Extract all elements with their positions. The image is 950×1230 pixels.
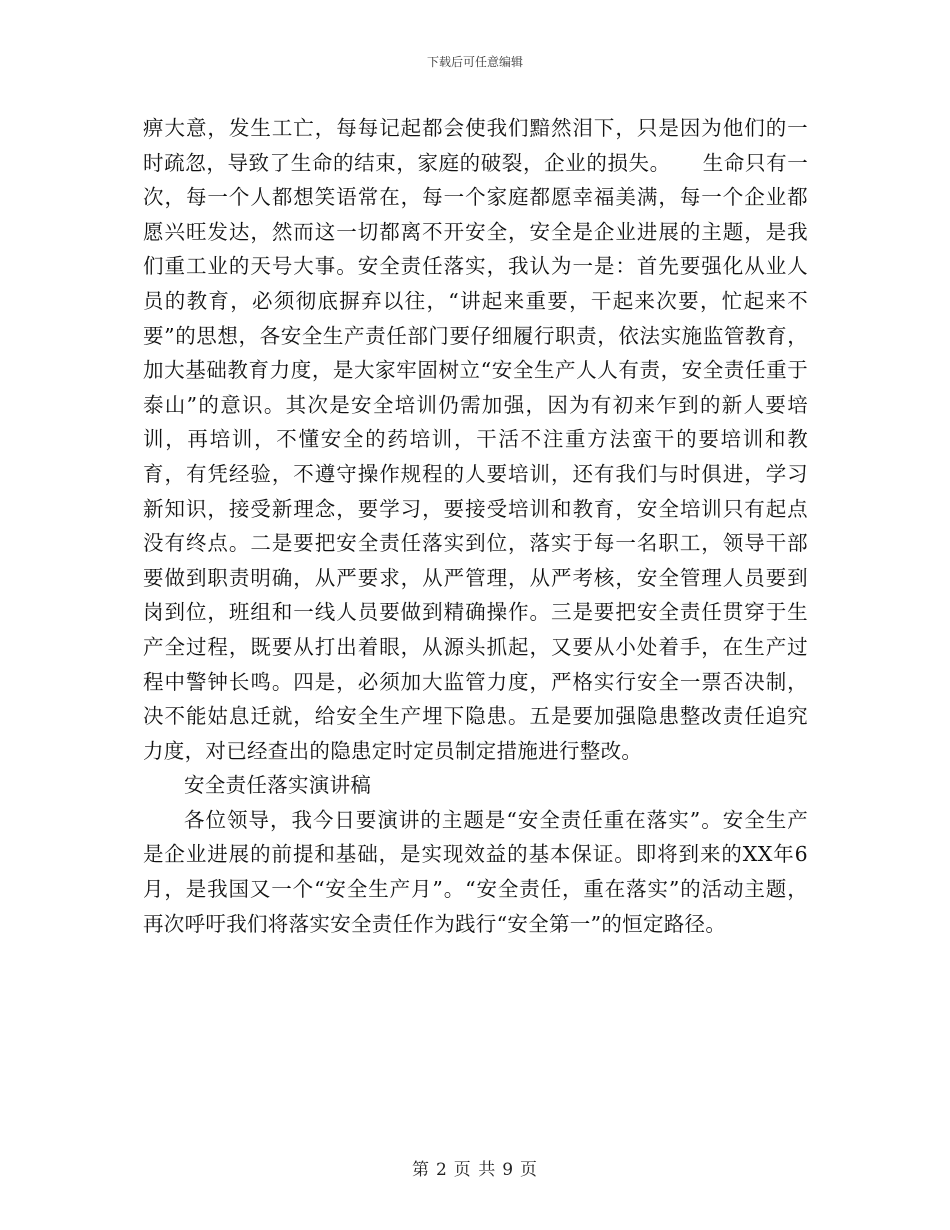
document-body [143, 111, 808, 941]
footer-prefix: 第 [411, 1160, 430, 1180]
paragraph-speech-opening: 各位领导，我今日要演讲的主题是“安全责任重在落实”。安全生产是企业进展的前提和基础，是实现效益的基本保证。即将到来的XX年6月，是我国又一个“安全生产月”。“安全责任，重在落实”的活动主题，再次呼吁我们将落实安全责任作为践行“安全第一”的恒定路径。 [143, 807, 808, 936]
total-pages: 9 [502, 1160, 515, 1180]
paragraph-safety-responsibility: 痹大意，发生工亡，每每记起都会使我们黯然泪下，只是因为他们的一时疏忽，导致了生命的结束，家庭的破裂，企业的损失。 生命只有一次，每一个人都想笑语常在，每一个家庭都愿幸福美满，每一个企业都愿兴旺发达，然而这一切都离不开安全，安全是企业进展的主题，是我们重工业的天号大事。安全责任落实，我认为一是：首先要强化从业人员的教育，必须彻底摒弃以往，“讲起来重要，干起来次要，忙起来不要”的思想，各安全生产责任部门要仔细履行职责，依法实施监管教育，加大基础教育力度，是大家牢固树立“安全生产人人有责，安全责任重于泰山”的意识。其次是安全培训仍需加强，因为有初来乍到的新人要培训，再培训，不懂安全的药培训，干活不注重方法蛮干的要培训和教育，有凭经验，不遵守操作规程的人要培训，还有我们与时俱进，学习新知识，接受新理念，要学习，要接受培训和教育，安全培训只有起点没有终点。二是要把安全责任落实到位，落实于每一名职工，领导干部要做到职责明确，从严要求，从严管理，从严考核，安全管理人员要到岗到位，班组和一线人员要做到精确操作。三是要把安全责任贯穿于生产全过程，既要从打出着眼，从源头抓起，又要从小处着手，在生产过程中警钟长鸣。四是，必须加大监管力度，严格实行安全一票否决制，决不能姑息迁就，给安全生产埋下隐患。五是要加强隐患整改责任追究力度，对已经查出的隐患定时定员制定措施进行整改。 [143, 116, 808, 763]
page-footer [0, 1155, 950, 1180]
footer-middle: 页 共 [453, 1160, 497, 1180]
section-title: 安全责任落实演讲稿 [184, 773, 372, 798]
page-header: 下载后可任意编辑 [426, 55, 523, 69]
page-number: 2 [435, 1160, 448, 1180]
footer-suffix: 页 [520, 1160, 539, 1180]
